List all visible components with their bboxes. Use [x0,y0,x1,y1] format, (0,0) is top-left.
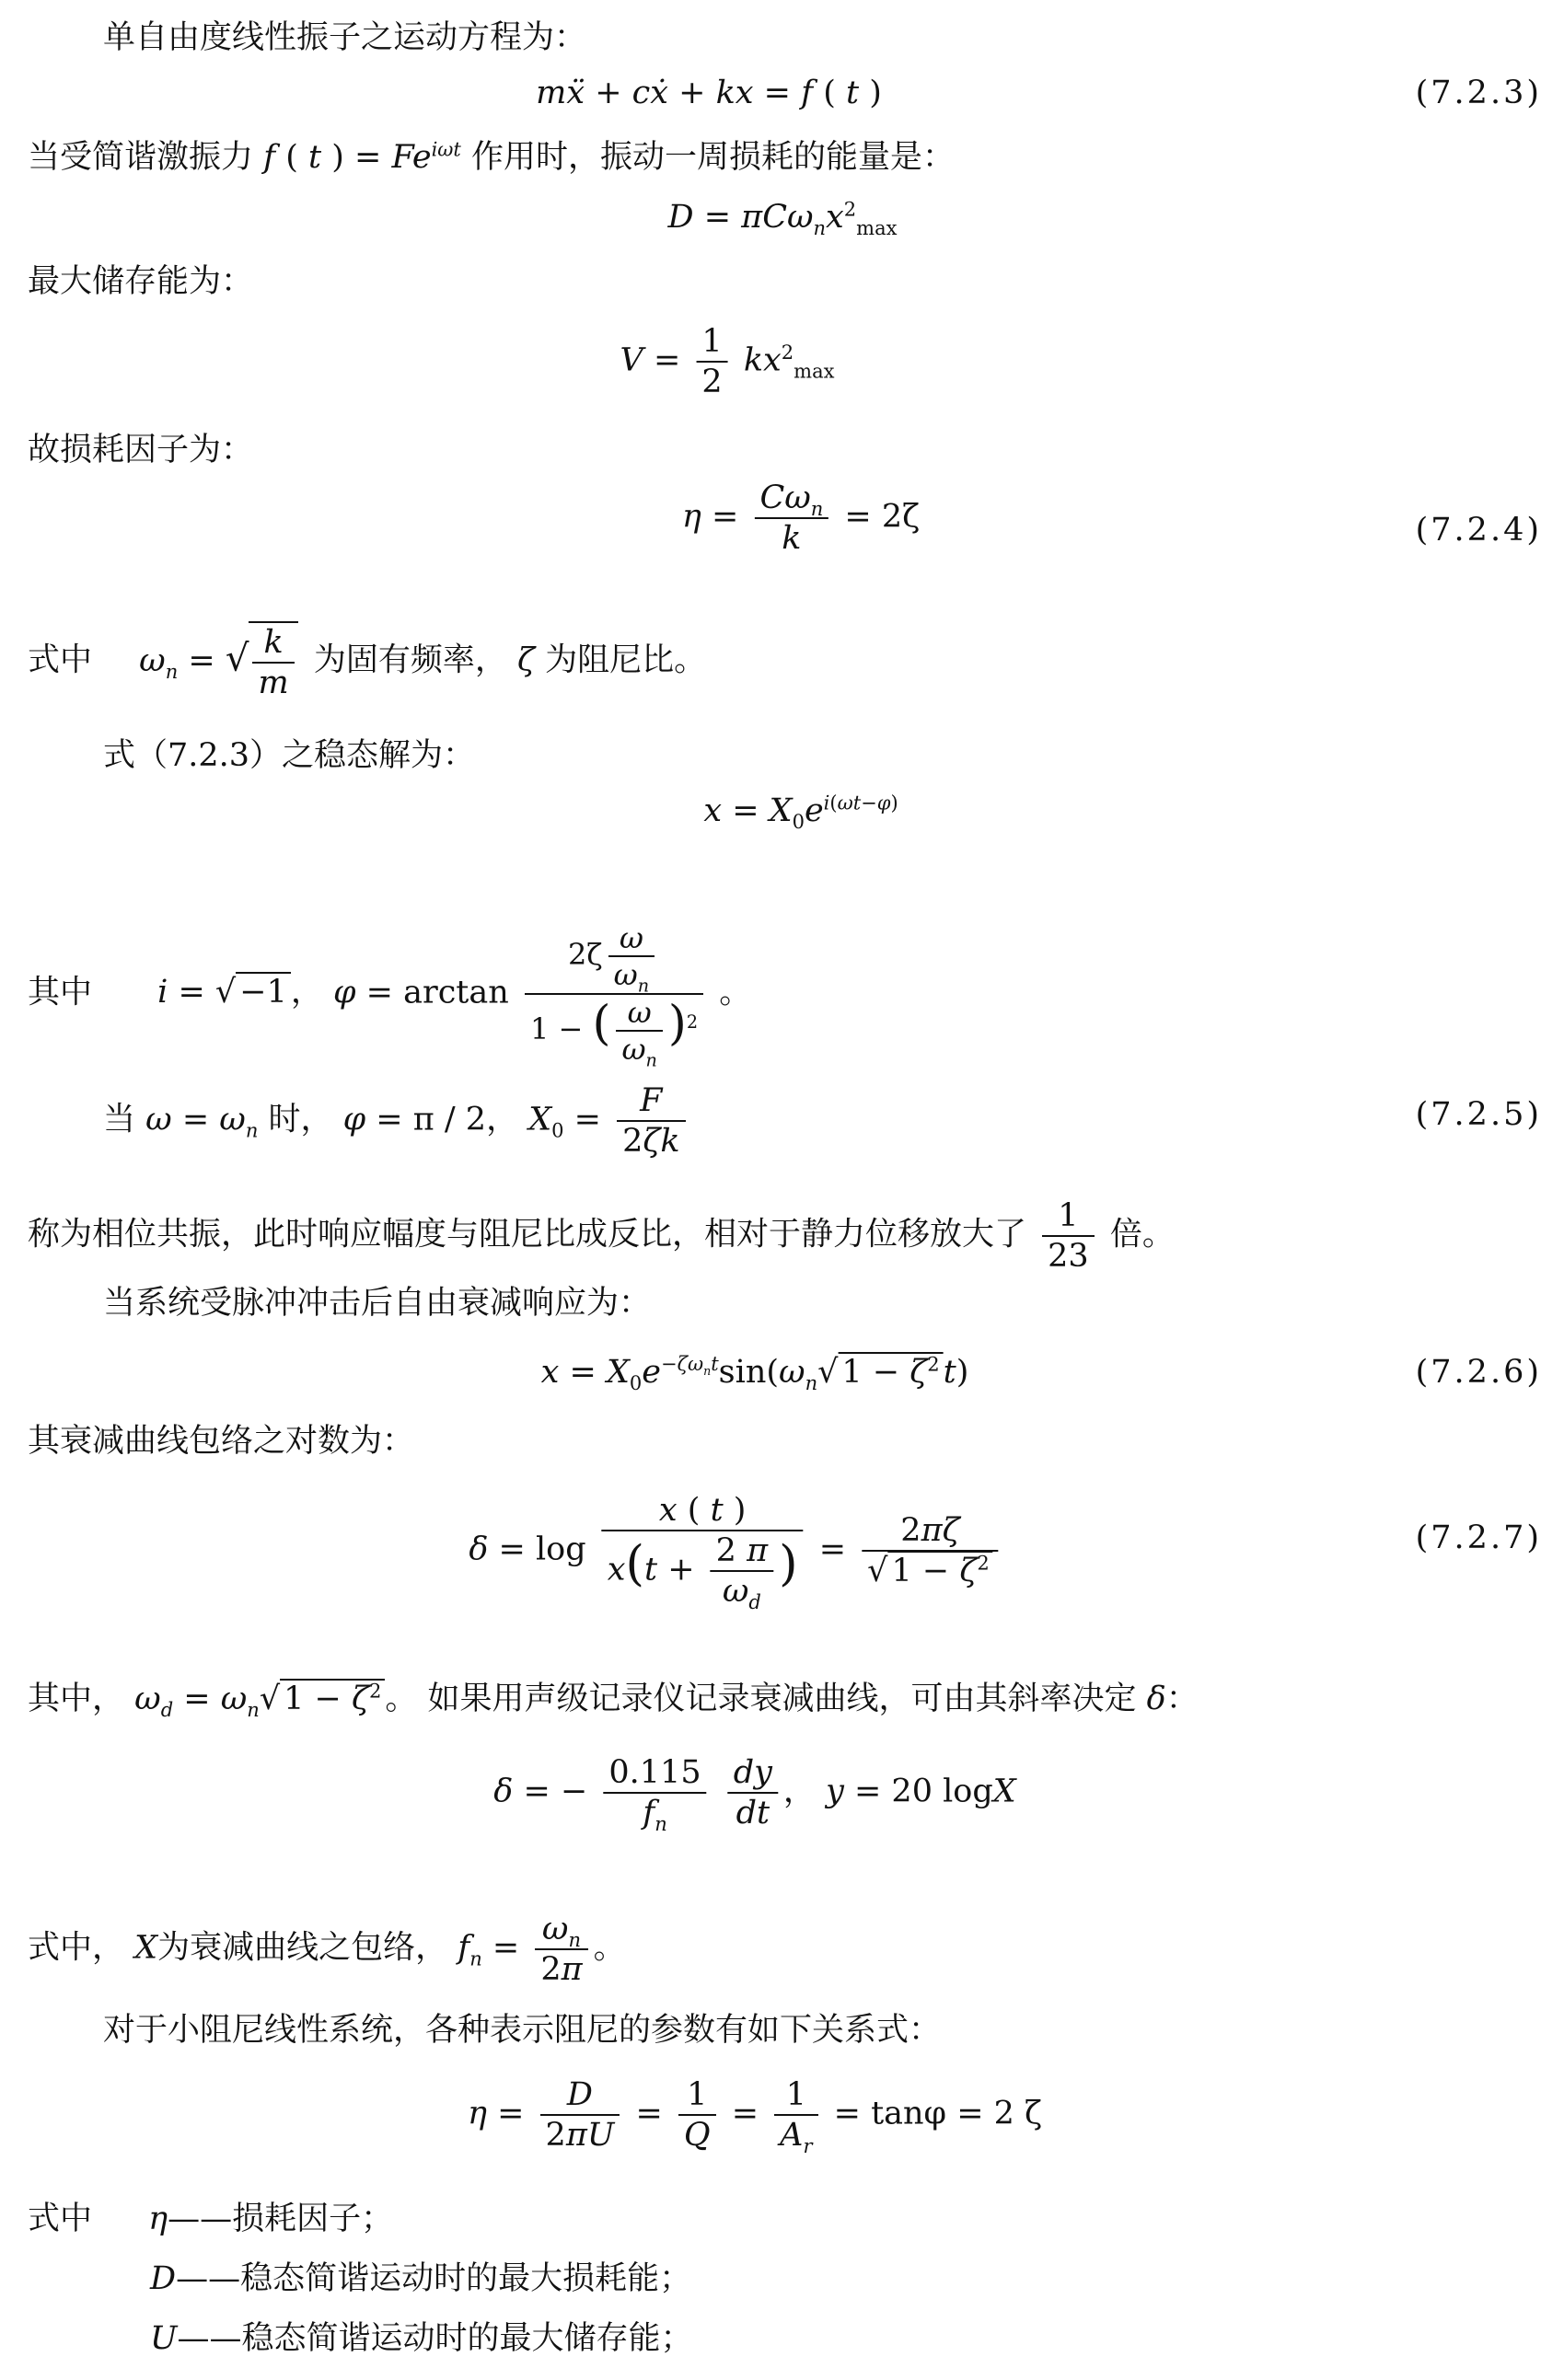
tan-phi: tanφ [871,2095,947,2132]
text-envelope-line: 式中， X为衰减曲线之包络， $f_n$ = $\frac{\omega_n}{2\pi}$ 。 [28,1911,626,1988]
equation-steady-solution: $x = X_0e^{i(\omega t-\varphi)}$ [703,791,898,833]
equation-number-7-2-5: (7.2.5) [1415,1096,1542,1133]
equation-phase-line: 其中 i = √ −1 ， φ = arctan 2ζ $\frac{\omega}{\omega_n}$ 1 − ( $\frac{\omega}{\omega_n}$ )$^2$ 。 [28,920,752,1071]
text-steady-state: 式（7.2.3）之稳态解为： [103,737,476,774]
equation-slope: δ = − $\frac{0.115}{f_n}$ $\frac{dy}{dt}$ ， y = 20 logX [493,1754,1016,1835]
equation-loss-factor: η = $\frac{C\omega_n}{k}$ = 2ζ [681,479,921,557]
label-qizhong: 其中 [28,974,93,1011]
half-pi: π / 2 [412,1101,487,1138]
const-0115: 0.115 [603,1753,706,1794]
label-where-comma: 式中， [28,1929,125,1967]
text-envelope-desc: 为衰减曲线之包络， [157,1929,448,1967]
equation-resonance: 当 $\omega = \omega_n$ 时， φ = π / 2， $X_0$ = $\frac{F}{2\zeta k}$ [103,1081,691,1161]
frac-num-one: 1 [696,322,727,363]
frac-num-one-d: 1 [774,2075,817,2116]
two-zeta-spaced: 2 ζ [993,2095,1043,2132]
label-where-b: 式中 [28,2201,93,2237]
text-slope-end: ： [1165,1681,1199,1717]
text-small-damping: 对于小阻尼线性系统，各种表示阻尼的参数有如下关系式： [103,2012,942,2049]
def-eta-text: ——损耗因子； [168,2201,394,2237]
definition-d: D——稳态简谐运动时的最大损耗能； [150,2260,692,2297]
two-zeta-num: 2ζ [567,936,603,972]
text-harmonic-post: 作用时，振动一周损耗的能量是： [470,139,955,176]
arctan: arctan [403,974,509,1011]
equation-max-energy: V = $\frac{1}{2}$ $kx^2_{max}$ [620,323,835,400]
label-where: 式中 [28,641,93,679]
text-when: 当 [103,1101,136,1138]
equation-number-7-2-3: (7.2.3) [1415,75,1542,111]
text-envelope-log: 其衰减曲线包络之对数为： [28,1423,415,1460]
text-harmonic-line: 当受简谐激振力 f ( t ) = $Fe^{i\omega t}$ 作用时，振动一周损耗的能量是： [28,138,955,176]
text-natural-freq: 为固有频率， [313,641,507,679]
equation-damping-relations: η = $\frac{D}{2\pi U}$ = $\frac{1}{Q}$ = $\frac{1}{A_r}$ = tanφ = 2 ζ [467,2076,1043,2157]
text-slope: 如果用声级记录仪记录衰减曲线，可由其斜率决定 [427,1681,1137,1717]
two-zeta: 2ζ [881,498,921,536]
log: log [535,1531,586,1568]
text-impulse: 当系统受脉冲冲击后自由衰减响应为： [103,1285,652,1322]
definition-eta: 式中 η——损耗因子； [28,2201,394,2237]
definition-u: U——稳态简谐运动时的最大储存能； [150,2320,693,2357]
equation-motion: mẍ + cẋ + kx = f ( t ) [536,75,882,111]
text-resonance-line [28,1196,1175,1276]
equation-number-7-2-7: (7.2.7) [1415,1519,1542,1556]
equation-free-decay: $x = X_0e^{-\zeta\omega_nt}\sin(\omega_n√$ $1 - \zeta^2$ t) [540,1353,969,1394]
sin: sin [718,1354,767,1391]
equation-energy-loss: $D = \pi C\omega_nx^2_{max}$ [667,198,898,239]
text-intro: 单自由度线性振子之运动方程为： [103,19,587,56]
def-u-text: ——稳态简谐运动时的最大储存能； [177,2320,693,2357]
text-loss-factor: 故损耗因子为： [28,432,254,468]
frac-num-one-c: 1 [678,2075,716,2116]
text-natural-frequency-line: 式中 $\omega_n$ = √ $\frac{k}{m}$ 为固有频率， ζ 为阻尼比。 [28,621,706,702]
text-harmonic-pre: 当受简谐激振力 [28,139,254,176]
equation-number-7-2-4: (7.2.4) [1415,512,1542,549]
text-max-energy: 最大储存能为： [28,263,254,300]
equation-number-7-2-6: (7.2.6) [1415,1354,1542,1391]
frac-den-23: 23 [1048,1238,1089,1275]
text-when-time: 时， [268,1101,333,1138]
const-20: 20 [891,1773,933,1810]
frac-den-two: 2 [701,364,723,400]
text-resonance-post: 倍。 [1109,1216,1175,1254]
log-b: log [943,1773,993,1810]
label-qizhong-comma: 其中， [28,1681,125,1717]
equation-log-decrement: δ = log x ( t ) x(t + $\frac{2 \pi}{\omega_d}$ ) = $\frac{2\pi\zeta}{√ 1 - \zeta^2}$ [469,1491,1003,1611]
text-damping-ratio: 为阻尼比。 [545,641,707,679]
frac-num-one-b: 1 [1042,1196,1095,1237]
text-damped-frequency-line: 其中， $\omega_d = \omega_n√$ $1 - \zeta^2$ 。 如果用声级记录仪记录衰减曲线，可由其斜率决定 δ： [28,1680,1199,1721]
def-d-text: ——稳态简谐运动时的最大损耗能； [176,2260,692,2297]
text-resonance-pre: 称为相位共振，此时响应幅度与阻尼比成反比，相对于静力位移放大了 [28,1216,1027,1254]
